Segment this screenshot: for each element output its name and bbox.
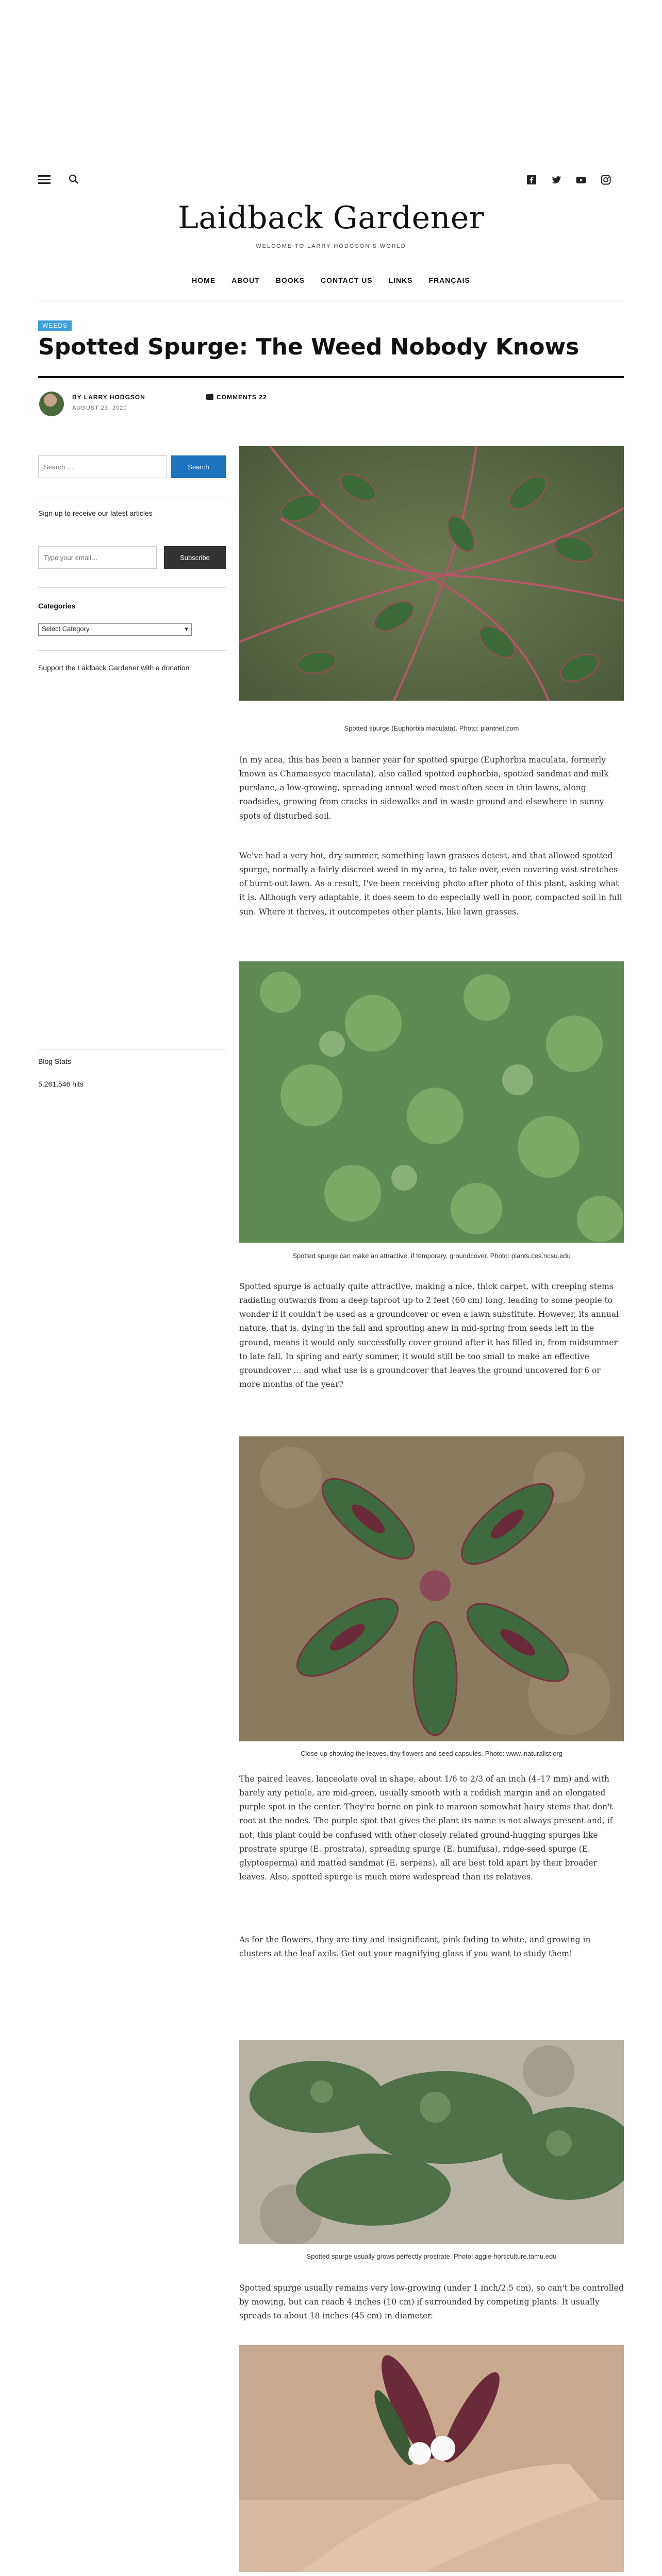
donation-link[interactable]: Support the Laidback Gardener with a donation: [38, 664, 190, 672]
search-input[interactable]: [38, 455, 167, 478]
photo-caption-4: Spotted spurge usually grows perfectly prostrate. Photo: aggie-horticulture.tamu.edu: [306, 2252, 557, 2260]
menu-icon[interactable]: [38, 175, 51, 184]
twitter-icon[interactable]: [551, 174, 562, 185]
nav-item-links[interactable]: LINKS: [388, 276, 413, 284]
nav-item-contact[interactable]: CONTACT US: [320, 276, 373, 284]
chevron-down-icon: ▾: [185, 625, 188, 633]
categories-heading: Categories: [38, 602, 76, 610]
comments-link[interactable]: [206, 394, 267, 401]
photo-caption-2: Spotted spurge can make an attractive, if temporary, groundcover. Photo: plants.ces.ncsu.edu: [292, 1252, 571, 1260]
title-underline: [38, 376, 624, 378]
categories-select[interactable]: [38, 623, 192, 636]
categories-select-value: Select Category: [42, 625, 90, 633]
spotted-spurge-photo-3: [239, 1436, 624, 1741]
youtube-icon[interactable]: [575, 174, 587, 185]
site-title[interactable]: Laidback Gardener: [177, 200, 485, 236]
category-badge[interactable]: WEEDS: [38, 320, 72, 331]
nav-item-books[interactable]: BOOKS: [275, 276, 305, 284]
paragraph-4: The paired leaves, lanceolate oval in shape, about 1/6 to 2/3 of an inch (4–17 mm) and with barely any petiole, are mid-green, usually smooth with a reddish margin and an elongated purple spot in the center. They're borne on pink to maroon somewhat hairy stems that don't root at the nodes. The purple spot that gives the plant its name is not always present and, if not, this plant could be confused with other closely related ground-hugging spurges like prostrate spurge (E. prostrata), spreading spurge (E. humifusa), ridge-seed spurge (E. glyptosperma) and matted sandmat (E. serpens), all are best told apart by their broader leaves. Also, spotted spurge is much more widespread than its relatives.: [239, 1774, 613, 1882]
paragraph-1: In my area, this has been a banner year for spotted spurge (Euphorbia maculata, formerly known as Chamaesyce maculata), also called spotted euphorbia, spotted sandmat and milk purslane, a low-growing, spreading annual weed most often seen in thin lawns, along roadsides, growing from cracks in sidewalks and in waste ground and elsewhere in sunny spots of disturbed soil.: [239, 755, 609, 821]
spotted-spurge-photo-2: [239, 961, 624, 1243]
search-button[interactable]: Search: [171, 455, 226, 478]
paragraph-6: Spotted spurge usually remains very low-growing (under 1 inch/2.5 cm), so can't be controlled by mowing, but can reach 4 inches (10 cm) if surrounded by competing plants. It usually spreads to about 18 inches (45 cm) in diameter.: [239, 2283, 624, 2321]
subscribe-button[interactable]: Subscribe: [164, 546, 226, 569]
nav-item-home[interactable]: HOME: [192, 276, 216, 284]
search-icon[interactable]: [68, 174, 79, 185]
spotted-spurge-photo-1: [239, 446, 624, 701]
author-avatar[interactable]: [39, 392, 64, 416]
email-field[interactable]: [38, 546, 157, 569]
nav-item-francais[interactable]: FRANÇAIS: [428, 276, 470, 284]
paragraph-2: We've had a very hot, dry summer, something lawn grasses detest, and that allowed spotted spurge, normally a fairly discreet weed in my area, to take over, even covering vast stretches of burnt-out lawn. As a result, I've been receiving photo after photo of this plant, asking what it is. Although very adaptable, it does seem to do especially well in poor, compacted soil in full sun. Where it thrives, it outcompetes other plants, like lawn grasses.: [239, 851, 622, 917]
photo-caption-1: Spotted spurge (Euphorbia maculata). Photo: plantnet.com: [344, 724, 519, 732]
sidebar-divider: [38, 587, 226, 588]
main-nav: [0, 276, 662, 284]
paragraph-5: As for the flowers, they are tiny and insignificant, pink fading to white, and growing in clusters at the leaf axils. Get out your magnifying glass if you want to study them!: [239, 1935, 591, 1959]
nav-item-about[interactable]: ABOUT: [231, 276, 260, 284]
spotted-spurge-photo-4: [239, 2040, 624, 2244]
post-date[interactable]: AUGUST 23, 2020: [72, 405, 127, 411]
post-author[interactable]: BY LARRY HODGSON: [72, 394, 145, 401]
post-title: Spotted Spurge: The Weed Nobody Knows: [38, 334, 580, 360]
stats-value: 5,261,546 hits: [38, 1080, 84, 1088]
instagram-icon[interactable]: [600, 174, 611, 185]
stats-heading: Blog Stats: [38, 1057, 71, 1065]
site-tagline: WELCOME TO LARRY HODGSON'S WORLD: [256, 243, 406, 249]
comment-icon: [206, 394, 213, 400]
paragraph-3: Spotted spurge is actually quite attractive, making a nice, thick carpet, with creeping stems radiating outwards from a deep taproot up to 2 feet (60 cm) long, leading to some people to wonder if it couldn't be used as a groundcover or even a lawn substitute. However, its annual nature, that is, dying in the fall and sprouting anew in mid-spring from seeds left in the ground, means it would only successfully cover ground after it has filled in, from midsummer to late fall. In spring and early summer, it would still be too small to make an effective groundcover … and what use is a groundcover that leaves the ground uncovered for 6 or more months of the year?: [239, 1282, 619, 1389]
spotted-spurge-photo-5: [239, 2345, 624, 2572]
sidebar-divider: [38, 650, 226, 651]
comments-count: COMMENTS 22: [217, 394, 267, 401]
facebook-icon[interactable]: [526, 174, 537, 185]
signup-text: Sign up to receive our latest articles: [38, 509, 153, 517]
photo-caption-3: Close-up showing the leaves, tiny flowers and seed capsules. Photo: www.inaturalist.org: [301, 1750, 562, 1757]
